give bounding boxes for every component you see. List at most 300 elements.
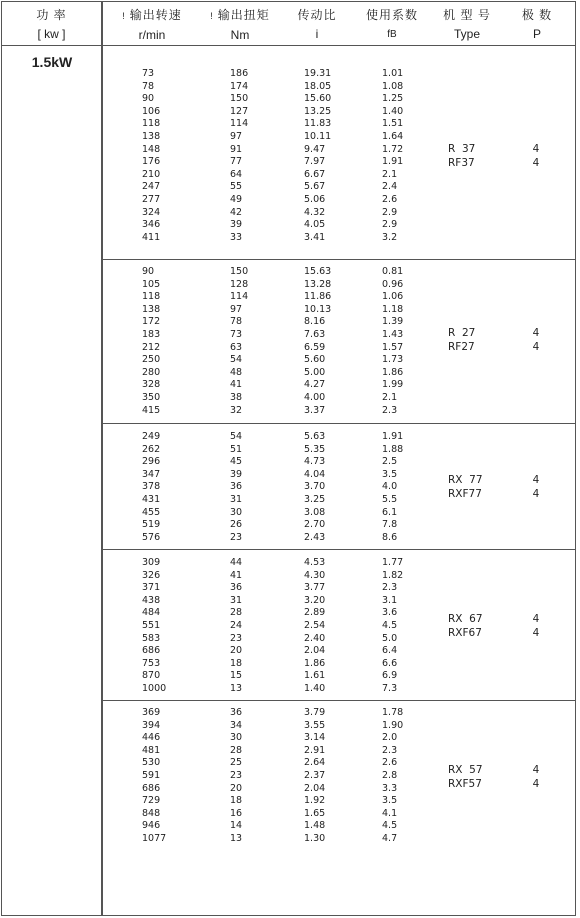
table-cell-ratio: 8.16 — [304, 316, 326, 328]
table-cell-speed: 73 — [142, 68, 155, 79]
table-cell-speed: 183 — [142, 328, 161, 340]
group-2-type-labels — [448, 327, 475, 354]
table-cell-factor: 1.72 — [382, 143, 404, 155]
table-cell-torque: 44 — [230, 557, 243, 568]
table-cell-speed: 848 — [142, 807, 161, 819]
table-cell-ratio: 1.30 — [304, 832, 326, 844]
table-cell-ratio: 5.67 — [304, 181, 326, 193]
table-cell-factor: 1.91 — [382, 156, 404, 168]
table-cell-factor: 2.3 — [382, 582, 398, 594]
table-cell-factor: 1.78 — [382, 707, 404, 718]
group-1-type-labels — [448, 143, 475, 170]
table-cell-torque: 174 — [230, 80, 249, 92]
table-cell-factor: 3.2 — [382, 231, 398, 243]
table-cell-factor: 1.39 — [382, 316, 404, 328]
header-torque-unit: Nm — [230, 28, 250, 42]
table-cell-speed: 106 — [142, 105, 161, 117]
table-cell-speed: 729 — [142, 795, 161, 807]
table-cell-ratio: 4.27 — [304, 379, 326, 391]
group-4-poles — [526, 613, 546, 640]
table-cell-speed: 176 — [142, 156, 161, 168]
table-cell-speed: 1077 — [142, 832, 167, 844]
table-cell-torque: 34 — [230, 719, 243, 731]
table-cell-torque: 31 — [230, 594, 243, 606]
table-cell-speed: 870 — [142, 670, 161, 682]
table-cell-speed: 328 — [142, 379, 161, 391]
header-type — [432, 6, 502, 44]
table-cell-ratio: 1.40 — [304, 682, 326, 694]
table-cell-ratio: 3.14 — [304, 732, 326, 744]
type-label: R 37 — [448, 143, 476, 155]
table-cell-torque: 16 — [230, 807, 243, 819]
table-cell-factor: 1.99 — [382, 379, 404, 391]
table-cell-speed: 946 — [142, 820, 161, 832]
table-cell-factor: 4.1 — [382, 807, 398, 819]
table-cell-speed: 148 — [142, 143, 161, 155]
table-cell-torque: 13 — [230, 682, 243, 694]
table-cell-factor: 6.9 — [382, 670, 398, 682]
table-cell-speed: 326 — [142, 569, 161, 581]
group-2-ratio-column — [304, 266, 331, 417]
table-cell-speed: 262 — [142, 443, 161, 455]
table-cell-ratio: 1.92 — [304, 795, 326, 807]
poles-value: 4 — [532, 340, 540, 353]
table-cell-ratio: 15.63 — [304, 266, 332, 277]
table-cell-torque: 54 — [230, 354, 243, 366]
table-cell-torque: 18 — [230, 657, 243, 669]
table-cell-torque: 20 — [230, 645, 243, 657]
header-speed — [102, 6, 202, 45]
group-5-ratio-column — [304, 707, 325, 846]
type-label: RXF77 — [448, 487, 482, 500]
table-cell-ratio: 11.83 — [304, 118, 332, 130]
table-cell-speed: 250 — [142, 354, 161, 366]
table-cell-speed: 210 — [142, 168, 161, 180]
table-cell-torque: 51 — [230, 443, 243, 455]
table-cell-factor: 1.06 — [382, 291, 404, 303]
group-3-ratio-column — [304, 431, 325, 544]
table-cell-torque: 32 — [230, 404, 243, 416]
table-cell-ratio: 6.67 — [304, 168, 326, 180]
table-cell-factor: 1.90 — [382, 719, 404, 731]
table-cell-factor: 2.4 — [382, 181, 398, 193]
poles-value: 4 — [532, 474, 540, 486]
table-cell-factor: 1.91 — [382, 431, 404, 442]
table-cell-speed: 446 — [142, 732, 161, 744]
table-cell-factor: 1.64 — [382, 130, 404, 142]
table-cell-torque: 54 — [230, 431, 243, 442]
header-power-label: 功 率 — [36, 8, 67, 22]
table-cell-torque: 23 — [230, 531, 243, 543]
table-cell-ratio: 10.13 — [304, 303, 332, 315]
table-cell-ratio: 1.48 — [304, 820, 326, 832]
table-cell-factor: 8.6 — [382, 531, 398, 543]
table-cell-factor: 7.3 — [382, 682, 398, 694]
table-cell-speed: 431 — [142, 493, 161, 505]
table-cell-speed: 90 — [142, 266, 155, 277]
table-cell-torque: 49 — [230, 193, 243, 205]
table-cell-ratio: 2.40 — [304, 632, 326, 644]
group-4-type-labels — [448, 613, 483, 640]
table-cell-torque: 28 — [230, 607, 243, 619]
table-cell-ratio: 1.61 — [304, 670, 326, 682]
table-cell-torque: 13 — [230, 832, 243, 844]
table-cell-torque: 36 — [230, 481, 243, 493]
table-cell-ratio: 3.37 — [304, 404, 326, 416]
poles-value: 4 — [532, 764, 540, 776]
table-cell-ratio: 3.77 — [304, 582, 326, 594]
header-poles-label: 极 数 — [521, 8, 553, 22]
table-cell-factor: 1.73 — [382, 354, 404, 366]
table-cell-ratio: 2.04 — [304, 645, 326, 657]
table-cell-torque: 20 — [230, 782, 243, 794]
table-cell-factor: 3.5 — [382, 795, 398, 807]
table-cell-ratio: 3.79 — [304, 707, 326, 718]
table-cell-torque: 39 — [230, 468, 243, 480]
table-cell-torque: 186 — [230, 68, 249, 79]
table-cell-factor: 3.1 — [382, 594, 398, 606]
header-poles — [502, 6, 572, 44]
table-cell-speed: 583 — [142, 632, 161, 644]
spec-table — [1, 1, 576, 916]
table-cell-speed: 530 — [142, 757, 161, 769]
table-cell-speed: 411 — [142, 231, 161, 243]
group-3-torque-column — [230, 431, 242, 544]
table-cell-speed: 90 — [142, 93, 155, 105]
table-cell-ratio: 4.73 — [304, 456, 326, 468]
table-cell-ratio: 10.11 — [304, 130, 332, 142]
table-cell-speed: 118 — [142, 291, 161, 303]
table-cell-factor: 6.1 — [382, 506, 398, 518]
group-2-speed-column — [142, 266, 160, 417]
poles-value: 4 — [532, 327, 540, 339]
table-cell-speed: 249 — [142, 431, 161, 442]
group-5-torque-column — [230, 707, 242, 846]
group-4-speed-column — [142, 557, 166, 696]
header-torque — [190, 6, 290, 45]
table-cell-factor: 1.18 — [382, 303, 404, 315]
table-cell-torque: 127 — [230, 105, 249, 117]
table-cell-factor: 2.6 — [382, 193, 398, 205]
table-cell-ratio: 4.05 — [304, 219, 326, 231]
table-cell-torque: 30 — [230, 506, 243, 518]
table-cell-ratio: 2.89 — [304, 607, 326, 619]
group-1-speed-column — [142, 68, 160, 244]
table-cell-factor: 5.5 — [382, 493, 398, 505]
table-cell-torque: 23 — [230, 632, 243, 644]
header-factor — [357, 6, 427, 44]
table-cell-ratio: 7.97 — [304, 156, 326, 168]
table-cell-ratio: 5.63 — [304, 431, 326, 442]
table-cell-ratio: 3.41 — [304, 231, 326, 243]
group-5-type-labels — [448, 764, 483, 791]
table-cell-ratio: 9.47 — [304, 143, 326, 155]
table-cell-torque: 31 — [230, 493, 243, 505]
table-cell-factor: 7.8 — [382, 519, 398, 531]
table-cell-factor: 6.4 — [382, 645, 398, 657]
table-header — [2, 2, 575, 46]
table-cell-torque: 38 — [230, 391, 243, 403]
table-cell-factor: 3.5 — [382, 468, 398, 480]
table-cell-ratio: 4.04 — [304, 468, 326, 480]
table-cell-speed: 247 — [142, 181, 161, 193]
table-cell-factor: 4.5 — [382, 820, 398, 832]
table-cell-torque: 36 — [230, 582, 243, 594]
table-cell-speed: 686 — [142, 782, 161, 794]
table-cell-ratio: 5.35 — [304, 443, 326, 455]
table-cell-ratio: 2.64 — [304, 757, 326, 769]
table-cell-factor: 1.88 — [382, 443, 404, 455]
table-cell-torque: 24 — [230, 619, 243, 631]
table-cell-speed: 296 — [142, 456, 161, 468]
header-ratio — [282, 6, 352, 44]
table-cell-speed: 172 — [142, 316, 161, 328]
table-cell-factor: 3.3 — [382, 782, 398, 794]
table-cell-ratio: 2.70 — [304, 519, 326, 531]
group-1-ratio-column — [304, 68, 331, 244]
table-cell-speed: 280 — [142, 366, 161, 378]
type-label: RX 57 — [448, 764, 483, 776]
group-3-type-labels — [448, 474, 483, 501]
group-1-factor-column — [382, 68, 403, 244]
table-cell-ratio: 18.05 — [304, 80, 332, 92]
table-cell-factor: 3.6 — [382, 607, 398, 619]
table-cell-factor: 2.9 — [382, 219, 398, 231]
table-cell-ratio: 2.37 — [304, 769, 326, 781]
table-cell-factor: 1.08 — [382, 80, 404, 92]
poles-value: 4 — [532, 143, 540, 155]
table-cell-speed: 371 — [142, 582, 161, 594]
table-cell-torque: 77 — [230, 156, 243, 168]
table-cell-torque: 33 — [230, 231, 243, 243]
table-cell-speed: 105 — [142, 278, 161, 290]
header-power — [2, 6, 101, 44]
table-cell-torque: 48 — [230, 366, 243, 378]
group-5-speed-column — [142, 707, 166, 846]
table-cell-factor: 2.0 — [382, 732, 398, 744]
table-cell-factor: 6.6 — [382, 657, 398, 669]
table-cell-factor: 1.51 — [382, 118, 404, 130]
table-cell-speed: 551 — [142, 619, 161, 631]
table-cell-torque: 97 — [230, 130, 243, 142]
table-cell-torque: 55 — [230, 181, 243, 193]
table-cell-torque: 45 — [230, 456, 243, 468]
table-cell-factor: 1.86 — [382, 366, 404, 378]
table-cell-speed: 484 — [142, 607, 161, 619]
type-label: RX 67 — [448, 613, 483, 625]
table-cell-torque: 114 — [230, 291, 249, 303]
table-cell-torque: 18 — [230, 795, 243, 807]
table-cell-factor: 2.1 — [382, 391, 398, 403]
table-cell-torque: 41 — [230, 379, 243, 391]
poles-value: 4 — [532, 487, 540, 500]
table-cell-ratio: 5.60 — [304, 354, 326, 366]
table-cell-torque: 150 — [230, 266, 249, 277]
group-5-factor-column — [382, 707, 403, 846]
table-cell-factor: 4.5 — [382, 619, 398, 631]
table-cell-ratio: 4.30 — [304, 569, 326, 581]
table-cell-ratio: 13.25 — [304, 105, 332, 117]
header-divider — [2, 45, 575, 46]
table-cell-torque: 73 — [230, 328, 243, 340]
table-cell-torque: 14 — [230, 820, 243, 832]
table-cell-speed: 324 — [142, 206, 161, 218]
table-cell-factor: 1.77 — [382, 557, 404, 568]
header-torque-mark: ! — [210, 11, 214, 21]
table-cell-speed: 78 — [142, 80, 155, 92]
type-label: RF37 — [448, 156, 475, 169]
header-speed-unit: r/min — [138, 28, 166, 42]
group-5-poles — [526, 764, 546, 791]
table-cell-speed: 519 — [142, 519, 161, 531]
header-factor-label: 使用系数 — [365, 8, 418, 22]
group-divider — [102, 549, 575, 550]
header-torque-label: 输出扭矩 — [217, 8, 270, 22]
group-4-ratio-column — [304, 557, 325, 696]
table-cell-torque: 97 — [230, 303, 243, 315]
table-cell-factor: 2.3 — [382, 744, 398, 756]
table-cell-speed: 118 — [142, 118, 161, 130]
table-cell-ratio: 5.00 — [304, 366, 326, 378]
header-factor-unit: fB — [387, 29, 397, 40]
table-cell-speed: 212 — [142, 341, 161, 353]
type-label: RX 77 — [448, 474, 483, 486]
table-cell-factor: 4.0 — [382, 481, 398, 493]
table-cell-speed: 277 — [142, 193, 161, 205]
type-label: R 27 — [448, 327, 476, 339]
table-cell-speed: 438 — [142, 594, 161, 606]
table-cell-speed: 346 — [142, 219, 161, 231]
table-cell-torque: 36 — [230, 707, 243, 718]
table-cell-torque: 15 — [230, 670, 243, 682]
group-1-poles — [526, 143, 546, 170]
table-cell-factor: 2.5 — [382, 456, 398, 468]
table-cell-torque: 91 — [230, 143, 243, 155]
group-3-poles — [526, 474, 546, 501]
table-cell-torque: 64 — [230, 168, 243, 180]
table-cell-ratio: 4.32 — [304, 206, 326, 218]
table-cell-ratio: 5.06 — [304, 193, 326, 205]
table-cell-ratio: 2.91 — [304, 744, 326, 756]
table-cell-ratio: 3.08 — [304, 506, 326, 518]
group-4-factor-column — [382, 557, 403, 696]
table-cell-speed: 481 — [142, 744, 161, 756]
table-cell-speed: 753 — [142, 657, 161, 669]
table-cell-speed: 455 — [142, 506, 161, 518]
table-cell-factor: 5.0 — [382, 632, 398, 644]
group-divider — [102, 259, 575, 260]
group-divider — [102, 700, 575, 701]
table-cell-ratio: 3.25 — [304, 493, 326, 505]
table-cell-ratio: 2.54 — [304, 619, 326, 631]
table-cell-ratio: 1.86 — [304, 657, 326, 669]
header-type-unit: Type — [453, 27, 480, 41]
poles-value: 4 — [532, 613, 540, 625]
table-cell-speed: 138 — [142, 303, 161, 315]
header-speed-label: 输出转速 — [129, 8, 182, 22]
table-cell-torque: 26 — [230, 519, 243, 531]
group-divider — [102, 423, 575, 424]
group-2-poles — [526, 327, 546, 354]
table-cell-torque: 128 — [230, 278, 249, 290]
table-cell-factor: 0.81 — [382, 266, 404, 277]
group-2-factor-column — [382, 266, 403, 417]
table-cell-speed: 378 — [142, 481, 161, 493]
table-cell-ratio: 3.70 — [304, 481, 326, 493]
table-cell-factor: 0.96 — [382, 278, 404, 290]
table-cell-speed: 309 — [142, 557, 161, 568]
table-cell-torque: 25 — [230, 757, 243, 769]
header-power-unit: [ kw ] — [37, 27, 66, 41]
table-cell-torque: 23 — [230, 769, 243, 781]
poles-value: 4 — [532, 777, 540, 790]
group-3-factor-column — [382, 431, 403, 544]
table-cell-torque: 30 — [230, 732, 243, 744]
group-1-torque-column — [230, 68, 248, 244]
table-cell-ratio: 4.53 — [304, 557, 326, 568]
table-cell-torque: 78 — [230, 316, 243, 328]
table-cell-ratio: 3.55 — [304, 719, 326, 731]
table-cell-speed: 369 — [142, 707, 161, 718]
table-cell-torque: 63 — [230, 341, 243, 353]
group-4-torque-column — [230, 557, 242, 696]
table-cell-ratio: 4.00 — [304, 391, 326, 403]
type-label: RF27 — [448, 340, 475, 353]
poles-value: 4 — [532, 626, 540, 639]
column-divider — [102, 2, 103, 915]
table-cell-factor: 2.1 — [382, 168, 398, 180]
table-cell-factor: 2.9 — [382, 206, 398, 218]
table-cell-factor: 1.01 — [382, 68, 404, 79]
table-cell-factor: 1.57 — [382, 341, 404, 353]
header-poles-unit: P — [532, 27, 541, 41]
table-cell-torque: 39 — [230, 219, 243, 231]
table-cell-speed: 394 — [142, 719, 161, 731]
table-cell-speed: 350 — [142, 391, 161, 403]
table-cell-ratio: 15.60 — [304, 93, 332, 105]
table-cell-ratio: 11.86 — [304, 291, 332, 303]
power-value: 1.5kW — [31, 54, 73, 70]
table-cell-speed: 347 — [142, 468, 161, 480]
table-cell-speed: 1000 — [142, 682, 167, 694]
table-cell-factor: 2.6 — [382, 757, 398, 769]
table-cell-factor: 1.40 — [382, 105, 404, 117]
table-cell-ratio: 3.20 — [304, 594, 326, 606]
table-cell-factor: 4.7 — [382, 832, 398, 844]
table-cell-ratio: 7.63 — [304, 328, 326, 340]
table-cell-torque: 150 — [230, 93, 249, 105]
header-speed-mark: ! — [122, 11, 126, 21]
header-ratio-unit: i — [315, 27, 319, 41]
table-cell-ratio: 2.04 — [304, 782, 326, 794]
table-cell-speed: 138 — [142, 130, 161, 142]
table-cell-factor: 2.8 — [382, 769, 398, 781]
table-cell-factor: 1.43 — [382, 328, 404, 340]
group-2-torque-column — [230, 266, 248, 417]
table-cell-ratio: 2.43 — [304, 531, 326, 543]
table-cell-factor: 1.25 — [382, 93, 404, 105]
table-cell-torque: 41 — [230, 569, 243, 581]
table-cell-torque: 42 — [230, 206, 243, 218]
table-cell-ratio: 6.59 — [304, 341, 326, 353]
table-cell-factor: 2.3 — [382, 404, 398, 416]
header-ratio-label: 传动比 — [297, 8, 337, 22]
table-cell-speed: 686 — [142, 645, 161, 657]
table-cell-torque: 114 — [230, 118, 249, 130]
table-cell-speed: 415 — [142, 404, 161, 416]
table-cell-speed: 591 — [142, 769, 161, 781]
poles-value: 4 — [532, 156, 540, 169]
